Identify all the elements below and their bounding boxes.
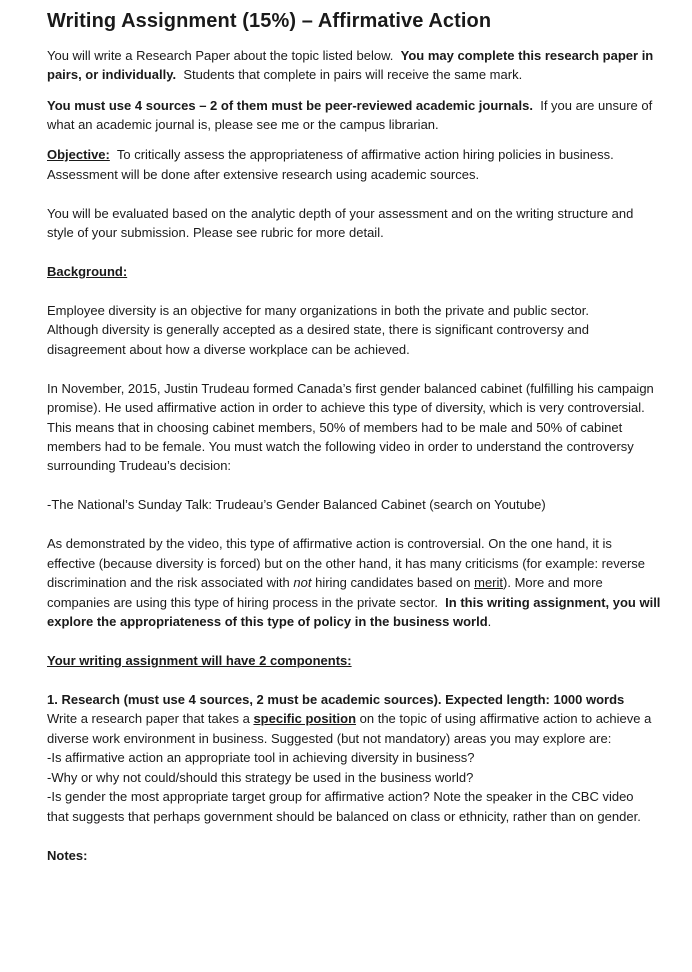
question-3-line-2: that suggests that perhaps government should be balanced on class or ethnicity, rather than on gender. (47, 809, 641, 824)
component-1-line-1: Write a research paper that takes a specific position on the topic of using affirmative action to achieve a (47, 711, 652, 726)
objective-line-2: Assessment will be done after extensive research using academic sources. (47, 167, 480, 182)
sources-requirement: You must use 4 sources – 2 of them must be peer-reviewed academic journals. (47, 98, 533, 113)
background-p3-line-4: companies are using this type of hiring process in the private sector. In this writing assignment, you will (47, 595, 661, 610)
objective-label: Objective: (47, 147, 110, 162)
background-p2-line-2: promise). He used affirmative action in order to achieve this type of diversity, which is very controversial. (47, 400, 645, 415)
background-p3-line-5: explore the appropriateness of this type of policy in the business world. (47, 614, 492, 629)
component-1-heading: 1. Research (must use 4 sources, 2 must be academic sources). Expected length: 1000 words (47, 692, 625, 707)
sources-line-2: what an academic journal is, please see me or the campus librarian. (47, 117, 439, 132)
background-p3-line-3: discrimination and the risk associated with not hiring candidates based on merit). More and more (47, 575, 603, 590)
evaluation-line-2: style of your submission. Please see rubric for more detail. (47, 225, 384, 240)
intro-line-2: pairs, or individually. Students that complete in pairs will receive the same mark. (47, 67, 523, 82)
question-1: -Is affirmative action an appropriate tool in achieving diversity in business? (47, 750, 475, 765)
sources-line-1: You must use 4 sources – 2 of them must be peer-reviewed academic journals. If you are unsure of (47, 98, 653, 113)
emphasis-not: not (293, 575, 312, 590)
background-p3-line-1: As demonstrated by the video, this type of affirmative action is controversial. On the one hand, it is (47, 536, 612, 551)
background-p1-line-2: Although diversity is generally accepted as a desired state, there is significant controversy and (47, 322, 589, 337)
component-1-line-2: diverse work environment in business. Suggested (but not mandatory) areas you may explore are: (47, 731, 612, 746)
components-heading: Your writing assignment will have 2 components: (47, 653, 352, 668)
background-p2-line-3: This means that in choosing cabinet members, 50% of members had to be male and 50% of cabinet (47, 420, 623, 435)
background-p1-line-3: disagreement about how a diverse workplace can be achieved. (47, 342, 410, 357)
specific-position: specific position (253, 711, 357, 726)
background-p3-line-2: effective (because diversity is forced) but on the other hand, it has many criticisms (for example: reverse (47, 556, 646, 571)
merit-word: merit (474, 575, 504, 590)
video-reference: -The National’s Sunday Talk: Trudeau’s Gender Balanced Cabinet (search on Youtube) (47, 497, 546, 512)
background-p2-line-4: members had to be female. You must watch the following video in order to understand the controversy (47, 439, 634, 454)
background-heading: Background: (47, 264, 128, 279)
background-p2-line-1: In November, 2015, Justin Trudeau formed Canada’s first gender balanced cabinet (fulfilling his campaign (47, 381, 654, 396)
pairs-note: You may complete this research paper in (400, 48, 654, 63)
objective-line-1: Objective: To critically assess the appropriateness of affirmative action hiring policies in business. (47, 147, 614, 162)
background-p2-line-5: surrounding Trudeau’s decision: (47, 458, 232, 473)
intro-line-1: You will write a Research Paper about the topic listed below. You may complete this research paper in (47, 48, 654, 63)
notes-label: Notes: (47, 848, 88, 863)
background-p1-line-1: Employee diversity is an objective for many organizations in both the private and public sector. (47, 303, 589, 318)
evaluation-line-1: You will be evaluated based on the analytic depth of your assessment and on the writing structure and (47, 206, 634, 221)
question-3-line-1: -Is gender the most appropriate target group for affirmative action? Note the speaker in the CBC video (47, 789, 634, 804)
document-title: Writing Assignment (15%) – Affirmative Action (47, 10, 492, 32)
question-2: -Why or why not could/should this strategy be used in the business world? (47, 770, 474, 785)
